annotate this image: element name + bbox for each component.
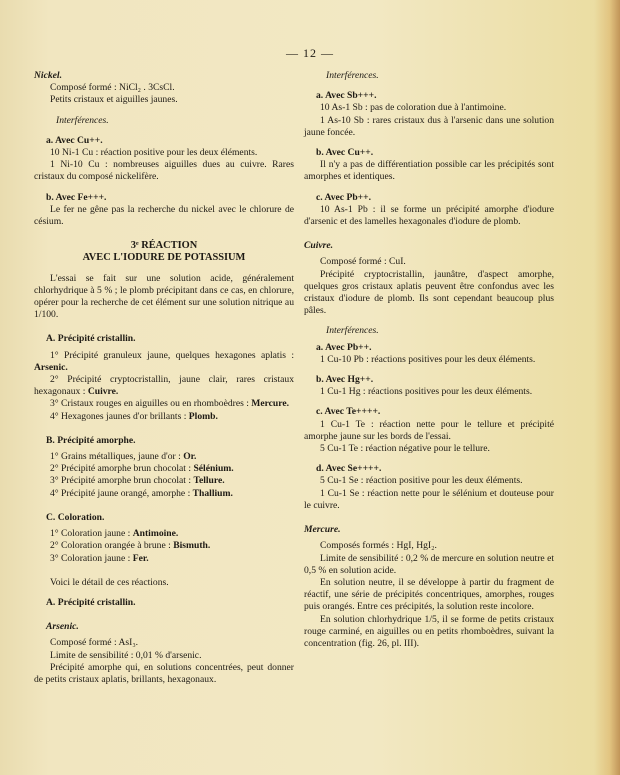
- cu-title: a. Avec Cu++.: [46, 134, 103, 146]
- c-title: C. Coloration.: [46, 511, 105, 523]
- cu-paragraph-2: 1 Ni-10 Cu : nombreuses aiguilles dues au cuivre. Rares cristaux du composé nickelifère.: [34, 159, 294, 183]
- hg-paragraph: 1 Cu-1 Hg : réactions positives pour les deux éléments.: [320, 386, 533, 398]
- mercure-title: Mercure.: [304, 524, 341, 536]
- cu-paragraph-1: 10 Ni-1 Cu : réaction positive pour les deux éléments.: [50, 147, 258, 159]
- interferences-title-2: Interférences.: [326, 325, 379, 337]
- te-paragraph-2: 5 Cu-1 Te : réaction négative pour le tellure.: [320, 443, 490, 455]
- cuivre-title: Cuivre.: [304, 240, 334, 252]
- mercure-paragraph-2: En solution chlorhydrique 1/5, il se forme de petits cristaux rouge carminé, en aiguilles ou en petits rhomboèdres, suivant la concentration (fig. 26, pl. III).: [304, 613, 554, 649]
- a-title-2: A. Précipité cristallin.: [46, 596, 136, 608]
- reaction-heading-1: 3ᵉ RÉACTION: [130, 240, 198, 252]
- te-paragraph-1: 1 Cu-1 Te : réaction nette pour le tellure et précipité amorphe jaune sur les bords de l'essai.: [304, 418, 554, 442]
- fe-title: b. Avec Fe+++.: [46, 191, 107, 203]
- interferences-title-right: Interférences.: [326, 70, 379, 81]
- pb2-title: a. Avec Pb++.: [316, 341, 372, 353]
- sb-paragraph-1: 10 As-1 Sb : pas de coloration due à l'antimoine.: [320, 102, 507, 114]
- interferences-title: Interférences.: [56, 114, 109, 126]
- a2-item: 2° Précipité cryptocristallin, jaune clair, rares cristaux hexagonaux : Cuivre.: [34, 374, 294, 398]
- se-title: d. Avec Se++++.: [316, 463, 382, 475]
- nickel-title: Nickel.: [34, 70, 62, 81]
- c1-item: 1° Coloration jaune : Antimoine.: [50, 528, 179, 540]
- a1-item: 1° Précipité granuleux jaune, quelques hexagones aplatis : Arsenic.: [34, 349, 294, 373]
- arsenic-limite: Limite de sensibilité : 0,01 % d'arsenic.: [50, 649, 202, 661]
- mercure-limite: Limite de sensibilité : 0,2 % de mercure en solution neutre et 0,5 % en solution acide.: [304, 552, 554, 576]
- nickel-desc: Petits cristaux et aiguilles jaunes.: [50, 94, 178, 106]
- pb-paragraph: 10 As-1 Pb : il se forme un précipité amorphe d'iodure d'arsenic et des lamelles hexagonales d'iodure de plomb.: [304, 203, 554, 228]
- mercure-compose: Composés formés : HgI, HgI₂.: [320, 540, 437, 552]
- pb-title: c. Avec Pb++.: [316, 191, 371, 203]
- pb2-paragraph: 1 Cu-10 Pb : réactions positives pour les deux éléments.: [320, 353, 536, 365]
- a3-item: 3° Cristaux rouges en aiguilles ou en rhomboèdres : Mercure.: [50, 398, 290, 410]
- cuivre-desc: Précipité cryptocristallin, jaunâtre, d'aspect amorphe, quelques gros cristaux aplatis peuvent être confondus avec les cristaux d'iodure de plomb. Ils sont cependant beaucoup plus pâles.: [304, 268, 554, 317]
- page-number: — 12 —: [286, 46, 334, 60]
- c3-item: 3° Coloration jaune : Fer.: [50, 552, 149, 564]
- sb-title: a. Avec Sb+++.: [316, 90, 377, 102]
- detail-paragraph: Voici le détail de ces réactions.: [50, 576, 169, 588]
- c2-item: 2° Coloration orangée à brune : Bismuth.: [50, 540, 211, 552]
- arsenic-compose: Composé formé : AsI₃.: [50, 637, 139, 649]
- b3-item: 3° Précipité amorphe brun chocolat : Tellure.: [50, 475, 225, 487]
- left-column: [34, 70, 294, 686]
- cuivre-compose: Composé formé : CuI.: [320, 256, 406, 268]
- b1-item: 1° Grains métalliques, jaune d'or : Or.: [50, 451, 197, 463]
- cu-paragraph-right: Il n'y a pas de différentiation possible car les précipités sont amorphes et identiques.: [304, 159, 554, 183]
- reaction-intro: L'essai se fait sur une solution acide, généralement chlorhydrique à 5 % ; le plomb précipitant dans ce cas, en chlorure, opérer pour la recherche de cet élément sur une solution nitrique au 1/100.: [34, 272, 294, 321]
- sb-paragraph-2: 1 As-10 Sb : rares cristaux dus à l'arsenic dans une solution jaune foncée.: [304, 114, 554, 138]
- b-title: B. Précipité amorphe.: [46, 434, 136, 446]
- se-paragraph-2: 1 Cu-1 Se : réaction nette pour le sélénium et douteuse pour le cuivre.: [304, 487, 554, 511]
- a4-item: 4° Hexagones jaunes d'or brillants : Plomb.: [50, 410, 218, 422]
- b2-item: 2° Précipité amorphe brun chocolat : Sélénium.: [50, 463, 234, 475]
- fe-paragraph: Le fer ne gêne pas la recherche du nickel avec le chlorure de césium.: [34, 203, 294, 228]
- right-column: [304, 70, 554, 650]
- hg-title: b. Avec Hg++.: [316, 374, 374, 386]
- nickel-compose: Composé formé : NiCl₂ . 3CsCl.: [50, 82, 175, 94]
- reaction-heading-2: AVEC L'IODURE DE POTASSIUM: [82, 252, 246, 264]
- page-edge: [594, 0, 620, 775]
- arsenic-desc: Précipité amorphe qui, en solutions concentrées, peut donner de petits cristaux aplatis, brillants, hexagonaux.: [34, 661, 294, 685]
- cu-title-right: b. Avec Cu++.: [316, 147, 374, 159]
- mercure-paragraph-1: En solution neutre, il se développe à partir du fragment de réactif, une série de précipités concentriques, amorphes, rouges puis orangés. Entre ces précipités, la solution reste incolore.: [304, 576, 554, 613]
- b4-item: 4° Précipité jaune orangé, amorphe : Thallium.: [50, 487, 233, 499]
- a-title: A. Précipité cristallin.: [46, 333, 136, 345]
- se-paragraph-1: 5 Cu-1 Se : réaction positive pour les deux éléments.: [320, 475, 523, 487]
- te-title: c. Avec Te++++.: [316, 406, 381, 418]
- arsenic-title: Arsenic.: [46, 621, 79, 633]
